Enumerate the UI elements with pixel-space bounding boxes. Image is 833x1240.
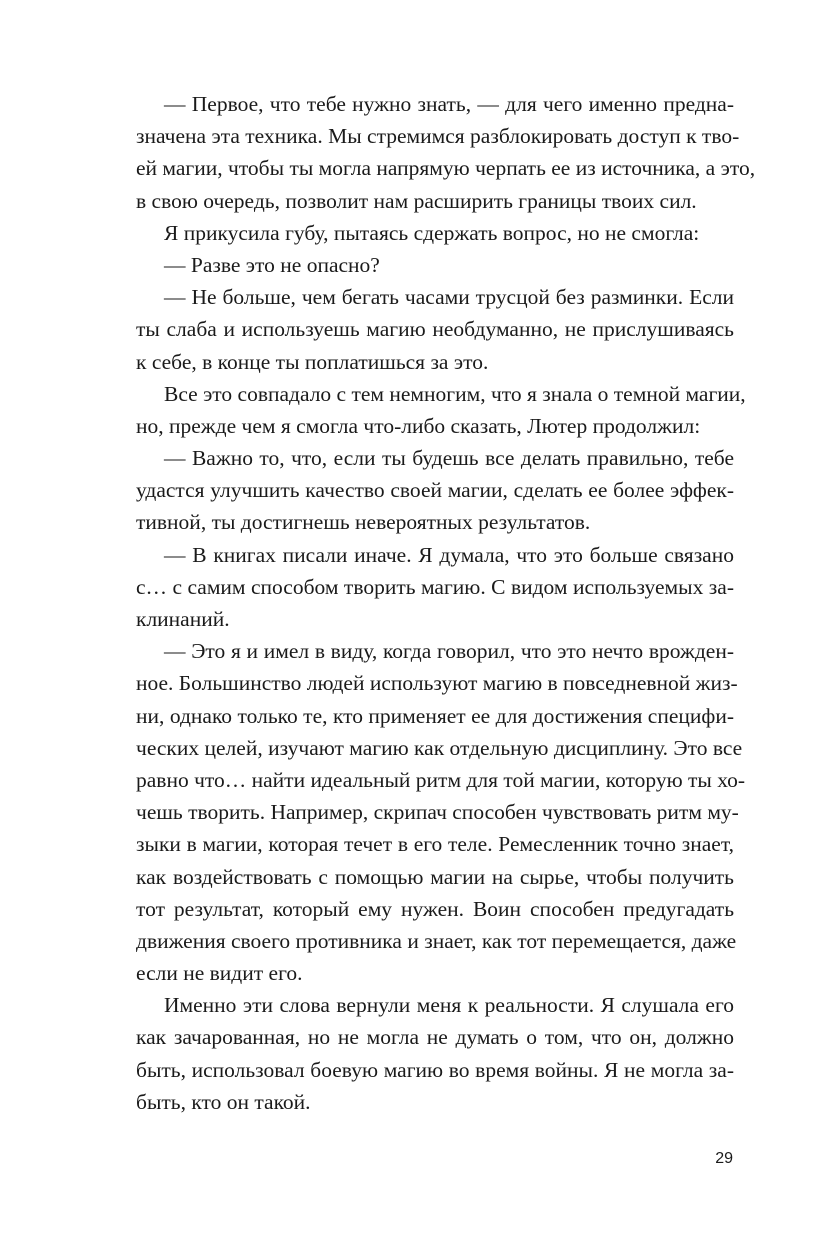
text-line: ческих целей, изучают магию как отдельную дисциплину. Это все [136, 735, 743, 760]
text-line: если не видит его. [136, 961, 303, 986]
text-line: удастся улучшить качество своей магии, сделать ее более эффек- [136, 478, 734, 503]
text-line: движения своего противника и знает, как тот перемещается, даже [136, 928, 737, 953]
text-line: но, прежде чем я смогла что-либо сказать, Лютер продолжил: [136, 413, 701, 438]
text-line: значена эта техника. Мы стремимся разблокировать доступ к тво- [136, 124, 740, 149]
text-line: — Разве это не опасно? [164, 252, 380, 277]
text-line: с… с самим способом творить магию. С видом используемых за- [136, 574, 734, 599]
text-line: — Важно то, что, если ты будешь все делать правильно, тебе [164, 446, 734, 471]
text-line: — Это я и имел в виду, когда говорил, что это нечто врожден- [164, 639, 734, 664]
text-line: равно что… найти идеальный ритм для той магии, которую ты хо- [136, 767, 746, 792]
text-line: чешь творить. Например, скрипач способен чувствовать ритм му- [136, 800, 739, 825]
text-line: как зачарованная, но не могла не думать о том, что он, должно [136, 1025, 734, 1050]
text-line: к себе, в конце ты поплатишься за это. [136, 349, 489, 374]
text-line: клинаний. [136, 607, 230, 631]
text-line: — В книгах писали иначе. Я думала, что это больше связано [164, 542, 734, 567]
text-line: Именно эти слова вернули меня к реальности. Я слушала его [164, 993, 734, 1018]
text-line: ное. Большинство людей используют магию в повседневной жиз- [136, 671, 738, 696]
text-line: Я прикусила губу, пытаясь сдержать вопрос, но не смогла: [164, 220, 700, 245]
text-line: быть, кто он такой. [136, 1089, 311, 1114]
text-line: ты слаба и используешь магию необдуманно, не прислушиваясь [136, 317, 734, 342]
text-line: зыки в магии, которая течет в его теле. Ремесленник точно знает, [136, 832, 734, 857]
text-line: Все это совпадало с тем немногим, что я знала о темной магии, [164, 381, 746, 406]
text-line: как воздействовать с помощью магии на сырье, чтобы получить [136, 864, 734, 889]
text-line: тот результат, который ему нужен. Воин способен предугадать [136, 896, 734, 921]
text-line: тивной, ты достигнешь невероятных результатов. [136, 510, 591, 535]
text-line: быть, использовал боевую магию во время войны. Я не могла за- [136, 1057, 734, 1082]
text-line: — Первое, что тебе нужно знать, — для чего именно предна- [164, 92, 734, 116]
text-line: ни, однако только те, кто применяет ее для достижения специфи- [136, 703, 734, 728]
text-line: ей магии, чтобы ты могла напрямую черпать ее из источника, а это, [136, 156, 756, 181]
text-line: — Не больше, чем бегать часами трусцой без разминки. Если [164, 285, 734, 310]
page-number: 29 [715, 1150, 733, 1167]
body-text [136, 88, 756, 1118]
text-line: в свою очередь, позволит нам расширить границы твоих сил. [136, 188, 697, 213]
